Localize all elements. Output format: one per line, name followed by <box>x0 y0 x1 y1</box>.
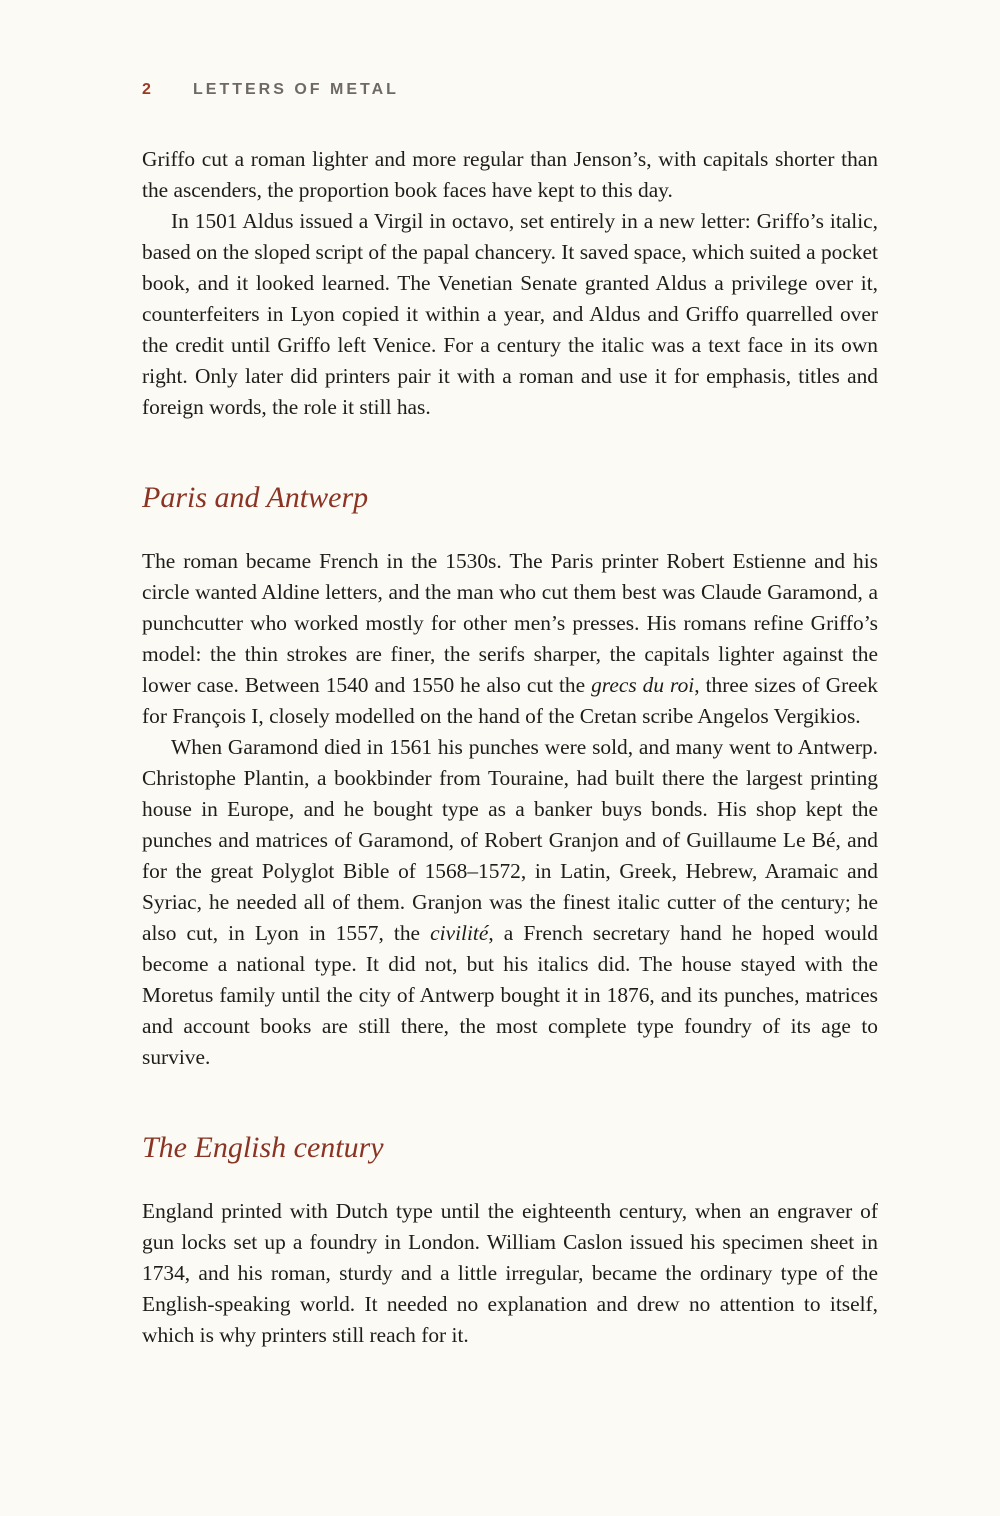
paragraph: England printed with Dutch type until the eighteenth century, when an engraver of gun locks set up a foundry in London. William Caslon issued his specimen sheet in 1734, and his roman, sturdy and a little irregular, became the ordinary type of the English-speaking world. It needed no explanation and drew no attention to itself, which is why printers still reach for it. <box>142 1199 878 1347</box>
text-run: The roman became French in the 1530s. The Paris printer Robert Estienne and his circle wanted Aldine letters, and the man who cut them best was Claude Garamond, a punchcutter who worked mostly for other men’s presses. His romans refine Griffo’s model: the thin strokes are finer, the serifs sharper, the capitals lighter against the lower case. Between 1540 and 1550 he also cut the <box>142 549 878 697</box>
paris-antwerp-text-block <box>142 546 878 1073</box>
italic-term: civilité <box>430 921 489 945</box>
section-heading-english-century: The English century <box>142 1131 384 1164</box>
text-run: , three sizes of Greek for François I, closely modelled on the hand of the Cretan scribe Angelos Vergikios. <box>142 673 878 728</box>
text-run: When Garamond died in 1561 his punches were sold, and many went to Antwerp. Christophe Plantin, a bookbinder from Touraine, had built there the largest printing house in Europe, and he bought type as a banker buys bonds. His shop kept the punches and matrices of Garamond, of Robert Granjon and of Guillaume Le Bé, and for the great Polyglot Bible of 1568–1572, in Latin, Greek, Hebrew, Aramaic and Syriac, he needed all of them. Granjon was the finest italic cutter of the century; he also cut, in Lyon in 1557, the <box>142 735 878 945</box>
running-head-title: LETTERS OF METAL <box>193 81 399 98</box>
text-run: , a French secretary hand he hoped would become a national type. It did not, but his italics did. The house stayed with the Moretus family until the city of Antwerp bought it in 1876, and its punches, matrices and account books are still there, the most complete type foundry of its age to survive. <box>142 921 878 1069</box>
paragraph <box>142 732 878 1073</box>
paragraph: Griffo cut a roman lighter and more regular than Jenson’s, with capitals shorter than the ascenders, the proportion book faces have kept to this day. <box>142 147 878 202</box>
opening-text-block <box>142 144 878 423</box>
english-century-text-block <box>142 1196 878 1351</box>
paragraph <box>142 546 878 732</box>
page-number: 2 <box>142 81 151 98</box>
paragraph: In 1501 Aldus issued a Virgil in octavo, set entirely in a new letter: Griffo’s italic, based on the sloped script of the papal chancery. It saved space, which suited a pocket book, and it looked learned. The Venetian Senate granted Aldus a privilege over it, counterfeiters in Lyon copied it within a year, and Aldus and Griffo quarrelled over the credit until Griffo left Venice. For a century the italic was a text face in its own right. Only later did printers pair it with a roman and use it for emphasis, titles and foreign words, the role it still has. <box>142 209 878 419</box>
section-heading-paris-antwerp: Paris and Antwerp <box>142 481 369 514</box>
running-head <box>142 79 399 101</box>
italic-term: grecs du roi <box>591 673 695 697</box>
